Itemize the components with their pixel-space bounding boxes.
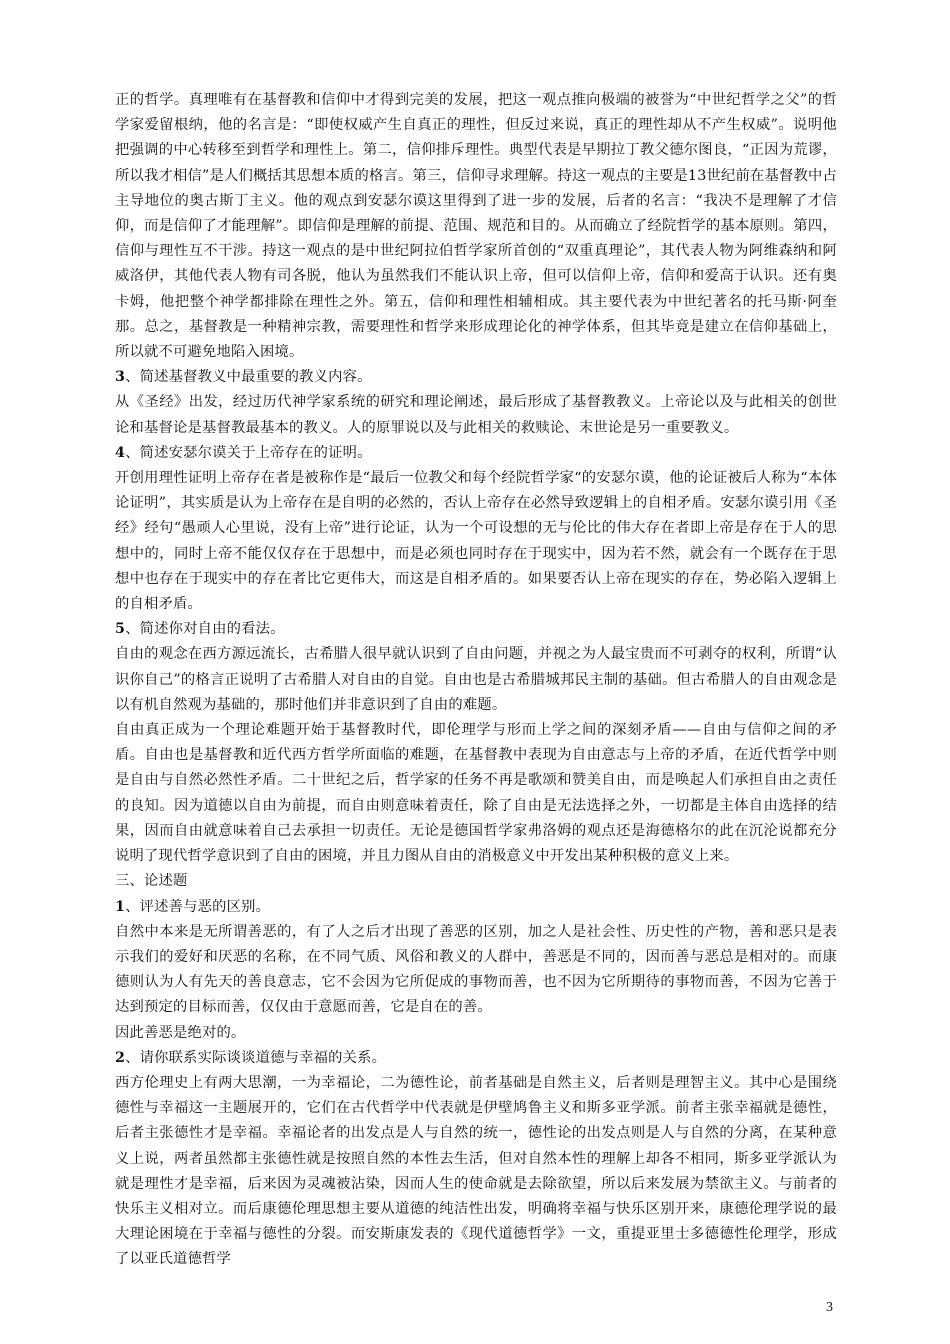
paragraph-freedom-greek: 自由的观念在西方源远流长，古希腊人很早就认识到了自由问题，并视之为人最宝贵而不可剥夺的权利，所谓“认识你自己”的格言正说明了古希腊人对自由的自觉。自由也是古希腊城邦民主制的基础。但古希腊人的自由观念是以有机自然观为基础的，那时他们并非意识到了自由的难题。 bbox=[115, 646, 837, 713]
question-number: 1 bbox=[115, 898, 126, 915]
paragraph-faith-and-reason: 正的哲学。真理唯有在基督教和信仰中才得到完美的发展，把这一观点推向极端的被誉为“中世纪哲学之父”的哲学家爱留根纳，他的名言是：“即使权威产生自真正的理性，但反过来说，真正的理性却从不产生权威”。说明他把强调的中心转移至到哲学和理性上。第二，信仰排斥理性。典型代表是早期拉丁教父德尔图良，“正因为荒谬，所以我才相信”是人们概括其思想本质的格言。第三，信仰寻求理解。持这一观点的主要是13世纪前在基督教中占主导地位的奥古斯丁主义。他的观点到安瑟尔谟这里得到了进一步的发展，后者的名言：“我决不是理解了才信仰，而是信仰了才能理解”。即信仰是理解的前提、范围、规范和目的。从而确立了经院哲学的基本原则。第四，信仰与理性互不干涉。持这一观点的是中世纪阿拉伯哲学家所首创的“双重真理论”，其代表人物为阿维森纳和阿威洛伊，其他代表人物有司各脱，他认为虽然我们不能认识上帝，但可以信仰上帝，信仰和爱高于认识。还有奥卡姆，他把整个神学都排除在理性之外。第五，信仰和理性相辅相成。其主要代表为中世纪著名的托马斯·阿奎那。总之，基督教是一种精神宗教，需要理性和哲学来形成理论化的神学体系，但其毕竟是建立在信仰基础上，所以就不可避免地陷入困境。 bbox=[115, 92, 837, 361]
question-text: 、简述安瑟尔谟关于上帝存在的证明。 bbox=[125, 444, 372, 461]
paragraph-good-evil-conclusion: 因此善恶是绝对的。 bbox=[115, 1024, 246, 1041]
question-heading-3 bbox=[115, 365, 837, 390]
question-number: 5 bbox=[115, 621, 126, 638]
question-text: 、请你联系实际谈谈道德与幸福的关系。 bbox=[125, 1049, 387, 1066]
document-body bbox=[115, 88, 837, 1273]
question-text: 、评述善与恶的区别。 bbox=[125, 898, 271, 915]
paragraph-christian-doctrine: 从《圣经》出发，经过历代神学家系统的研究和理论阐述，最后形成了基督教教义。上帝论以及与此相关的创世论和基督论是基督教最基本的教义。人的原罪说以及与此相关的救赎论、末世论是另一重要教义。 bbox=[115, 394, 837, 436]
page-number: 3 bbox=[826, 1300, 833, 1315]
question-text: 、简述你对自由的看法。 bbox=[125, 621, 285, 638]
question-number: 4 bbox=[115, 444, 126, 461]
question-heading-4 bbox=[115, 441, 837, 466]
question-text: 、简述基督教义中最重要的教义内容。 bbox=[125, 369, 372, 386]
question-number: 3 bbox=[115, 369, 126, 386]
essay-heading-1 bbox=[115, 895, 837, 920]
paragraph-freedom-modern: 自由真正成为一个理论难题开始于基督教时代，即伦理学与形而上学之间的深刻矛盾——自由与信仰之间的矛盾。自由也是基督教和近代西方哲学所面临的难题，在基督教中表现为自由意志与上帝的矛盾，在近代哲学中则是自由与自然必然性矛盾。二十世纪之后，哲学家的任务不再是歌颂和赞美自由，而是唤起人们承担自由之责任的良知。因为道德以自由为前提，而自由则意味着责任，除了自由是无法选择之外，一切都是主体自由选择的结果，因而自由就意味着自己去承担一切责任。无论是德国哲学家弗洛姆的观点还是海德格尔的此在沉沦说都充分说明了现代哲学意识到了自由的困境，并且力图从自由的消极意义中开发出某种积极的意义上来。 bbox=[115, 722, 837, 865]
paragraph-morality-happiness: 西方伦理史上有两大思潮，一为幸福论，二为德性论，前者基础是自然主义，后者则是理智主义。其中心是围绕德性与幸福这一主题展开的，它们在古代哲学中代表就是伊壁鸠鲁主义和斯多亚学派。前者主张幸福就是德性，后者主张德性才是幸福。幸福论者的出发点是人与自然的统一，德性论的出发点则是人与自然的分离，在某种意义上说，两者虽然都主张德性就是按照自然的本性去生活，但对自然本性的理解上却各不相同，斯多亚学派认为就是理性才是幸福，后来因为灵魂被沾染，因而人生的使命就是去除欲望，所以后来发展为禁欲主义。与前者的快乐主义相对立。而后康德伦理思想主要从道德的纯洁性出发，明确将幸福与快乐区别开来，康德伦理学说的最大理论困境在于幸福与德性的分裂。而安斯康发表的《现代道德哲学》一文，重提亚里士多德德性伦理学，形成了以亚氏道德哲学 bbox=[115, 1074, 837, 1268]
question-number: 2 bbox=[115, 1049, 126, 1066]
section-heading-essay: 三、论述题 bbox=[115, 873, 188, 890]
essay-heading-2 bbox=[115, 1046, 837, 1071]
paragraph-good-evil: 自然中本来是无所谓善恶的，有了人之后才出现了善恶的区别，加之人是社会性、历史性的产物，善和恶只是表示我们的爱好和厌恶的名称，在不同气质、风俗和教义的人群中，善恶是不同的，因而善与恶总是相对的。而康德则认为人有先天的善良意志，它不会因为它所促成的事物而善，也不因为它所期待的事物而善，不因为它善于达到预定的目标而善，仅仅由于意愿而善，它是自在的善。 bbox=[115, 923, 837, 1016]
paragraph-anselm-proof: 开创用理性证明上帝存在者是被称作是“最后一位教父和每个经院哲学家“的安瑟尔谟，他的论证被后人称为“本体论证明”，其实质是认为上帝存在是自明的必然的，否认上帝存在必然导致逻辑上的自相矛盾。安瑟尔谟引用《圣经》经句“愚顽人心里说，没有上帝”进行论证，认为一个可设想的无与伦比的伟大存在者即上帝是存在于人的思想中的，同时上帝不能仅仅存在于思想中，而是必须也同时存在于现实中，因为若不然，就会有一个既存在于思想中也存在于现实中的存在者比它更伟大，而这是自相矛盾的。如果要否认上帝在现实的存在，势必陷入逻辑上的自相矛盾。 bbox=[115, 470, 837, 613]
question-heading-5 bbox=[115, 617, 837, 642]
